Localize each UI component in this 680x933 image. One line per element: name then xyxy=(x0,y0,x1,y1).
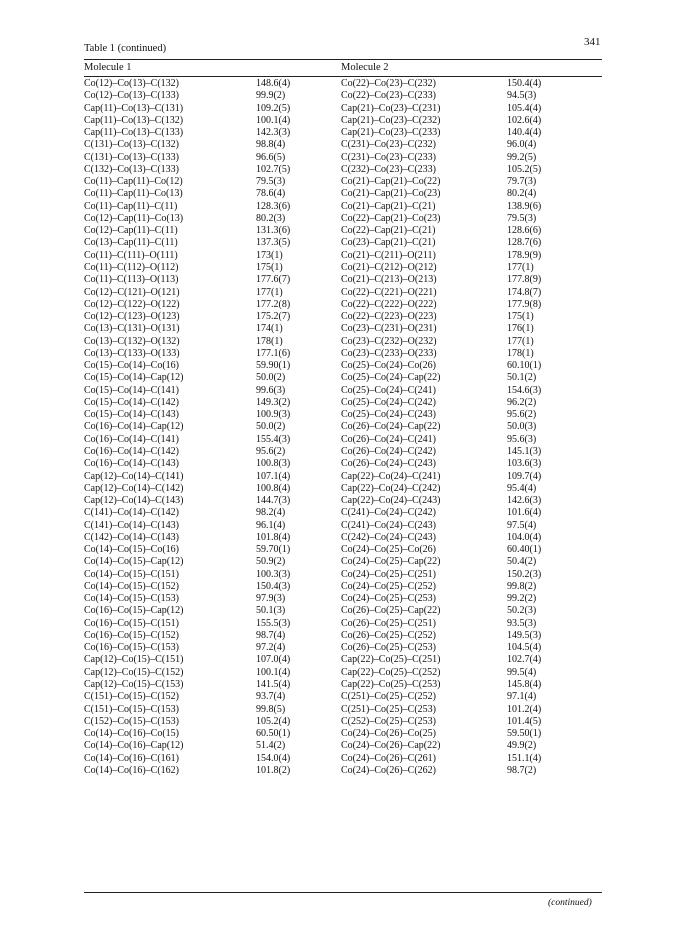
header-molecule-1: Molecule 1 xyxy=(84,62,132,73)
angle-value-molecule-2: 50.2(3) xyxy=(507,605,537,617)
angle-label-molecule-1: Co(11)–Cap(11)–Co(12) xyxy=(84,176,183,188)
angle-label-molecule-1: C(151)–Co(15)–C(152) xyxy=(84,691,179,703)
angle-label-molecule-1: Co(12)–Co(13)–C(133) xyxy=(84,90,179,102)
angle-label-molecule-2: C(242)–Co(24)–C(243) xyxy=(341,531,436,543)
angle-value-molecule-2: 95.6(2) xyxy=(507,409,537,421)
table-row xyxy=(84,421,602,433)
angle-label-molecule-1: Co(12)–C(121)–O(121) xyxy=(84,286,180,298)
angle-value-molecule-1: 177.1(6) xyxy=(256,347,291,359)
angle-value-molecule-1: 177.6(7) xyxy=(256,274,291,286)
angle-label-molecule-2: C(231)–Co(23)–C(232) xyxy=(341,139,436,151)
table-row xyxy=(84,679,602,691)
table-row xyxy=(84,434,602,446)
angle-label-molecule-2: Co(23)–C(232)–O(232) xyxy=(341,335,437,347)
angle-value-molecule-2: 140.4(4) xyxy=(507,127,542,139)
angle-label-molecule-1: Co(16)–Co(14)–C(141) xyxy=(84,433,179,445)
angle-value-molecule-1: 100.1(4) xyxy=(256,666,291,678)
table-row xyxy=(84,274,602,286)
angle-label-molecule-1: Cap(12)–Co(14)–C(142) xyxy=(84,482,184,494)
table-row xyxy=(84,520,602,532)
table-row xyxy=(84,691,602,703)
angle-label-molecule-2: Co(21)–C(212)–O(212) xyxy=(341,261,437,273)
angle-value-molecule-2: 79.7(3) xyxy=(507,176,537,188)
angle-label-molecule-2: Co(22)–Co(23)–C(232) xyxy=(341,78,436,89)
angle-value-molecule-1: 109.2(5) xyxy=(256,102,291,114)
angle-label-molecule-2: Co(26)–Co(25)–C(251) xyxy=(341,617,436,629)
table-row xyxy=(84,556,602,568)
angle-value-molecule-2: 50.0(3) xyxy=(507,421,537,433)
angle-value-molecule-1: 59.90(1) xyxy=(256,360,291,372)
angle-label-molecule-2: Co(24)–Co(25)–C(251) xyxy=(341,568,436,580)
table-row xyxy=(84,287,602,299)
angle-value-molecule-2: 49.9(2) xyxy=(507,740,537,752)
angle-value-molecule-2: 97.5(4) xyxy=(507,519,537,531)
angle-value-molecule-1: 142.3(3) xyxy=(256,127,291,139)
angle-value-molecule-2: 99.2(5) xyxy=(507,151,537,163)
angle-label-molecule-1: Co(16)–Co(14)–C(142) xyxy=(84,445,179,457)
table-row xyxy=(84,740,602,752)
angle-value-molecule-2: 177(1) xyxy=(507,335,534,347)
angle-value-molecule-2: 94.5(3) xyxy=(507,90,537,102)
angle-label-molecule-1: Co(14)–Co(16)–C(162) xyxy=(84,764,179,776)
angle-value-molecule-2: 178.9(9) xyxy=(507,249,542,261)
angle-label-molecule-1: Cap(12)–Co(15)–C(152) xyxy=(84,666,184,678)
angle-value-molecule-1: 175.2(7) xyxy=(256,311,291,323)
angle-label-molecule-1: Cap(11)–Co(13)–C(132) xyxy=(84,114,184,126)
angle-value-molecule-1: 96.6(5) xyxy=(256,151,286,163)
angle-label-molecule-2: Cap(22)–Co(24)–C(241) xyxy=(341,470,441,482)
angle-label-molecule-2: C(241)–Co(24)–C(242) xyxy=(341,507,436,519)
table-row xyxy=(84,630,602,642)
table-row xyxy=(84,544,602,556)
table-row xyxy=(84,213,602,225)
table-row xyxy=(84,471,602,483)
angle-label-molecule-2: Co(26)–Co(24)–Cap(22) xyxy=(341,421,441,433)
page-number: 341 xyxy=(584,36,601,48)
angle-label-molecule-1: C(141)–Co(14)–C(142) xyxy=(84,507,179,519)
angle-value-molecule-2: 97.1(4) xyxy=(507,691,537,703)
table-row xyxy=(84,237,602,249)
angle-label-molecule-1: Co(16)–Co(15)–Cap(12) xyxy=(84,605,184,617)
angle-label-molecule-2: Co(25)–Co(24)–Cap(22) xyxy=(341,372,441,384)
angle-value-molecule-2: 154.6(3) xyxy=(507,384,542,396)
angle-label-molecule-1: Cap(12)–Co(14)–C(143) xyxy=(84,495,184,507)
angle-label-molecule-1: Co(13)–C(131)–O(131) xyxy=(84,323,180,335)
table-row xyxy=(84,250,602,262)
angle-value-molecule-2: 101.6(4) xyxy=(507,507,542,519)
angle-value-molecule-1: 102.7(5) xyxy=(256,163,291,175)
angle-label-molecule-1: Co(14)–Co(15)–Co(16) xyxy=(84,544,179,556)
angle-label-molecule-2: Cap(22)–Co(24)–C(242) xyxy=(341,482,441,494)
angle-label-molecule-1: Cap(11)–Co(13)–C(133) xyxy=(84,127,184,139)
angle-value-molecule-1: 97.9(3) xyxy=(256,593,286,605)
angle-value-molecule-1: 100.8(3) xyxy=(256,458,291,470)
angle-label-molecule-1: Co(12)–C(123)–O(123) xyxy=(84,311,180,323)
angle-label-molecule-2: Co(22)–Co(23)–C(233) xyxy=(341,90,436,102)
angle-label-molecule-2: Co(23)–C(233)–O(233) xyxy=(341,347,437,359)
angle-label-molecule-1: Co(11)–C(111)–O(111) xyxy=(84,249,178,261)
angle-value-molecule-2: 96.0(4) xyxy=(507,139,537,151)
angle-label-molecule-2: Co(24)–Co(25)–Co(26) xyxy=(341,544,436,556)
table-bottom-rule xyxy=(84,892,602,893)
table-row xyxy=(84,642,602,654)
angle-value-molecule-1: 128.3(6) xyxy=(256,200,291,212)
angle-value-molecule-2: 128.6(6) xyxy=(507,225,542,237)
angle-label-molecule-2: Co(24)–Co(25)–Cap(22) xyxy=(341,556,441,568)
angle-label-molecule-1: Cap(12)–Co(15)–C(151) xyxy=(84,654,184,666)
header-molecule-2: Molecule 2 xyxy=(341,62,389,73)
angle-label-molecule-1: Co(13)–Cap(11)–C(11) xyxy=(84,237,178,249)
angle-label-molecule-1: Co(16)–Co(15)–C(151) xyxy=(84,617,179,629)
angle-value-molecule-1: 154.0(4) xyxy=(256,752,291,764)
table-row xyxy=(84,728,602,740)
angle-value-molecule-1: 131.3(6) xyxy=(256,225,291,237)
angle-label-molecule-2: Co(25)–Co(24)–C(243) xyxy=(341,409,436,421)
angle-value-molecule-1: 50.0(2) xyxy=(256,372,286,384)
angle-label-molecule-2: Cap(21)–Co(23)–C(232) xyxy=(341,114,441,126)
table-row xyxy=(84,78,602,90)
angle-value-molecule-2: 93.5(3) xyxy=(507,617,537,629)
angle-label-molecule-2: Co(22)–Cap(21)–C(21) xyxy=(341,225,436,237)
table-row xyxy=(84,127,602,139)
table-row xyxy=(84,581,602,593)
angle-label-molecule-2: C(252)–Co(25)–C(253) xyxy=(341,715,436,727)
angle-label-molecule-1: Co(16)–Co(14)–Cap(12) xyxy=(84,421,184,433)
table-row xyxy=(84,262,602,274)
angle-value-molecule-1: 98.8(4) xyxy=(256,139,286,151)
angle-label-molecule-2: Co(24)–Co(25)–C(252) xyxy=(341,580,436,592)
angle-value-molecule-1: 100.9(3) xyxy=(256,409,291,421)
table-row xyxy=(84,323,602,335)
angle-label-molecule-2: Cap(22)–Co(24)–C(243) xyxy=(341,495,441,507)
angle-label-molecule-1: C(141)–Co(14)–C(143) xyxy=(84,519,179,531)
angle-value-molecule-2: 145.8(4) xyxy=(507,679,542,691)
angle-value-molecule-2: 150.2(3) xyxy=(507,568,542,580)
angle-label-molecule-2: Co(22)–C(222)–O(222) xyxy=(341,298,437,310)
angle-value-molecule-2: 178(1) xyxy=(507,347,534,359)
angle-value-molecule-1: 155.4(3) xyxy=(256,433,291,445)
table-row xyxy=(84,618,602,630)
angle-value-molecule-2: 104.0(4) xyxy=(507,531,542,543)
table-row xyxy=(84,90,602,102)
table-row xyxy=(84,360,602,372)
angle-value-molecule-2: 149.5(3) xyxy=(507,629,542,641)
angle-value-molecule-1: 141.5(4) xyxy=(256,679,291,691)
table-title: Table 1 (continued) xyxy=(84,43,167,54)
angle-value-molecule-1: 99.8(5) xyxy=(256,703,286,715)
angle-value-molecule-2: 79.5(3) xyxy=(507,212,537,224)
angle-value-molecule-2: 102.7(4) xyxy=(507,654,542,666)
angle-label-molecule-2: Co(21)–C(211)–O(211) xyxy=(341,249,436,261)
table-row xyxy=(84,152,602,164)
angle-label-molecule-1: Co(14)–Co(15)–C(153) xyxy=(84,593,179,605)
table-row xyxy=(84,667,602,679)
table-row xyxy=(84,311,602,323)
angle-label-molecule-2: Co(25)–Co(24)–C(242) xyxy=(341,396,436,408)
angle-label-molecule-1: C(131)–Co(13)–C(133) xyxy=(84,151,179,163)
angle-value-molecule-1: 178(1) xyxy=(256,335,283,347)
angle-label-molecule-2: C(251)–Co(25)–C(253) xyxy=(341,703,436,715)
table-row xyxy=(84,605,602,617)
angle-label-molecule-1: C(151)–Co(15)–C(153) xyxy=(84,703,179,715)
angle-value-molecule-2: 151.1(4) xyxy=(507,752,542,764)
angle-value-molecule-2: 95.4(4) xyxy=(507,482,537,494)
angle-value-molecule-2: 105.2(5) xyxy=(507,163,542,175)
angle-label-molecule-1: C(142)–Co(14)–C(143) xyxy=(84,531,179,543)
table-row xyxy=(84,532,602,544)
table-row xyxy=(84,397,602,409)
angle-label-molecule-2: Co(22)–C(223)–O(223) xyxy=(341,311,437,323)
angle-label-molecule-1: Co(14)–Co(16)–Cap(12) xyxy=(84,740,184,752)
angle-label-molecule-2: Co(24)–Co(25)–C(253) xyxy=(341,593,436,605)
angle-value-molecule-1: 100.3(3) xyxy=(256,568,291,580)
angle-value-molecule-2: 105.4(4) xyxy=(507,102,542,114)
angle-value-molecule-2: 128.7(6) xyxy=(507,237,542,249)
table-row xyxy=(84,765,602,777)
angle-value-molecule-1: 100.1(4) xyxy=(256,114,291,126)
angle-value-molecule-2: 145.1(3) xyxy=(507,445,542,457)
angle-label-molecule-1: Co(15)–Co(14)–Cap(12) xyxy=(84,372,184,384)
angle-label-molecule-2: Co(25)–Co(24)–Co(26) xyxy=(341,360,436,372)
angle-value-molecule-2: 60.40(1) xyxy=(507,544,542,556)
angle-label-molecule-1: Co(11)–C(112)–O(112) xyxy=(84,261,179,273)
angle-value-molecule-1: 78.6(4) xyxy=(256,188,286,200)
angle-value-molecule-2: 99.2(2) xyxy=(507,593,537,605)
angle-label-molecule-1: Co(15)–Co(14)–Co(16) xyxy=(84,360,179,372)
table-row xyxy=(84,483,602,495)
angle-value-molecule-1: 50.0(2) xyxy=(256,421,286,433)
angle-label-molecule-2: Cap(22)–Co(25)–C(252) xyxy=(341,666,441,678)
angle-value-molecule-2: 101.4(5) xyxy=(507,715,542,727)
angle-label-molecule-1: Co(13)–C(133)–O(133) xyxy=(84,347,180,359)
angle-label-molecule-1: Co(15)–Co(14)–C(142) xyxy=(84,396,179,408)
table-row xyxy=(84,164,602,176)
angle-value-molecule-2: 60.10(1) xyxy=(507,360,542,372)
angle-value-molecule-1: 148.6(4) xyxy=(256,78,291,89)
angle-label-molecule-1: Co(14)–Co(16)–C(161) xyxy=(84,752,179,764)
angle-value-molecule-1: 150.4(3) xyxy=(256,580,291,592)
angle-value-molecule-1: 177(1) xyxy=(256,286,283,298)
angle-label-molecule-2: Cap(21)–Co(23)–C(231) xyxy=(341,102,441,114)
table-row xyxy=(84,593,602,605)
angle-label-molecule-1: Co(13)–C(132)–O(132) xyxy=(84,335,180,347)
angle-value-molecule-1: 177.2(8) xyxy=(256,298,291,310)
table-row xyxy=(84,176,602,188)
table-row xyxy=(84,115,602,127)
angle-label-molecule-2: Co(26)–Co(24)–C(241) xyxy=(341,433,436,445)
table-row xyxy=(84,507,602,519)
angle-label-molecule-2: Cap(22)–Co(25)–C(251) xyxy=(341,654,441,666)
angle-value-molecule-1: 137.3(5) xyxy=(256,237,291,249)
angle-label-molecule-1: Co(11)–C(113)–O(113) xyxy=(84,274,179,286)
angle-value-molecule-1: 144.7(3) xyxy=(256,495,291,507)
angle-label-molecule-2: Co(21)–C(213)–O(213) xyxy=(341,274,437,286)
angle-label-molecule-1: Co(14)–Co(15)–Cap(12) xyxy=(84,556,184,568)
table-body xyxy=(84,78,602,777)
angle-value-molecule-2: 109.7(4) xyxy=(507,470,542,482)
angle-value-molecule-1: 98.2(4) xyxy=(256,507,286,519)
angle-value-molecule-1: 50.1(3) xyxy=(256,605,286,617)
angle-label-molecule-2: C(231)–Co(23)–C(233) xyxy=(341,151,436,163)
table-row xyxy=(84,495,602,507)
angle-label-molecule-1: Co(14)–Co(16)–Co(15) xyxy=(84,728,179,740)
angle-value-molecule-1: 107.0(4) xyxy=(256,654,291,666)
angle-label-molecule-2: Co(24)–Co(26)–C(262) xyxy=(341,764,436,776)
table-row xyxy=(84,336,602,348)
angle-label-molecule-1: C(132)–Co(13)–C(133) xyxy=(84,163,179,175)
angle-value-molecule-1: 96.1(4) xyxy=(256,519,286,531)
angle-value-molecule-1: 175(1) xyxy=(256,261,283,273)
angle-label-molecule-2: Co(23)–Cap(21)–C(21) xyxy=(341,237,436,249)
angle-label-molecule-2: Co(24)–Co(26)–C(261) xyxy=(341,752,436,764)
angle-value-molecule-2: 50.4(2) xyxy=(507,556,537,568)
angle-label-molecule-2: Co(21)–Cap(21)–C(21) xyxy=(341,200,436,212)
angle-value-molecule-1: 100.8(4) xyxy=(256,482,291,494)
angle-label-molecule-1: C(152)–Co(15)–C(153) xyxy=(84,715,179,727)
angle-value-molecule-2: 99.8(2) xyxy=(507,580,537,592)
angle-value-molecule-2: 104.5(4) xyxy=(507,642,542,654)
angle-value-molecule-1: 51.4(2) xyxy=(256,740,286,752)
angle-value-molecule-2: 96.2(2) xyxy=(507,396,537,408)
table-row xyxy=(84,753,602,765)
angle-value-molecule-2: 176(1) xyxy=(507,323,534,335)
table-row xyxy=(84,372,602,384)
angle-value-molecule-2: 142.6(3) xyxy=(507,495,542,507)
angle-label-molecule-2: Co(22)–Cap(21)–Co(23) xyxy=(341,212,441,224)
table-row xyxy=(84,716,602,728)
angle-label-molecule-2: Co(25)–Co(24)–C(241) xyxy=(341,384,436,396)
angle-label-molecule-2: Co(26)–Co(24)–C(242) xyxy=(341,445,436,457)
angle-value-molecule-1: 149.3(2) xyxy=(256,396,291,408)
angle-label-molecule-1: C(131)–Co(13)–C(132) xyxy=(84,139,179,151)
angle-value-molecule-1: 174(1) xyxy=(256,323,283,335)
angle-label-molecule-2: C(251)–Co(25)–C(252) xyxy=(341,691,436,703)
angle-label-molecule-1: Co(12)–C(122)–O(122) xyxy=(84,298,180,310)
angle-value-molecule-1: 93.7(4) xyxy=(256,691,286,703)
angle-label-molecule-2: Co(26)–Co(25)–C(252) xyxy=(341,629,436,641)
angle-label-molecule-2: Cap(22)–Co(25)–C(253) xyxy=(341,679,441,691)
angle-label-molecule-2: Co(21)–Cap(21)–Co(22) xyxy=(341,176,441,188)
angle-label-molecule-1: Co(16)–Co(15)–C(153) xyxy=(84,642,179,654)
angle-label-molecule-2: Co(26)–Co(25)–Cap(22) xyxy=(341,605,441,617)
angle-label-molecule-1: Co(12)–Cap(11)–Co(13) xyxy=(84,212,184,224)
angle-value-molecule-2: 174.8(7) xyxy=(507,286,542,298)
angle-value-molecule-1: 107.1(4) xyxy=(256,470,291,482)
table-top-rule xyxy=(84,59,602,60)
angle-value-molecule-1: 60.50(1) xyxy=(256,728,291,740)
angle-value-molecule-2: 59.50(1) xyxy=(507,728,542,740)
angle-label-molecule-1: Co(16)–Co(14)–C(143) xyxy=(84,458,179,470)
angle-value-molecule-2: 80.2(4) xyxy=(507,188,537,200)
table-header-rule xyxy=(84,76,602,77)
angle-value-molecule-2: 50.1(2) xyxy=(507,372,537,384)
angle-label-molecule-2: Co(24)–Co(26)–Cap(22) xyxy=(341,740,441,752)
table-row xyxy=(84,704,602,716)
table-row xyxy=(84,103,602,115)
table-row xyxy=(84,299,602,311)
table-row xyxy=(84,446,602,458)
angle-value-molecule-1: 99.9(2) xyxy=(256,90,286,102)
angle-label-molecule-1: Co(15)–Co(14)–C(141) xyxy=(84,384,179,396)
table-row xyxy=(84,569,602,581)
angle-value-molecule-1: 50.9(2) xyxy=(256,556,286,568)
angle-label-molecule-1: Co(14)–Co(15)–C(152) xyxy=(84,580,179,592)
angle-value-molecule-2: 99.5(4) xyxy=(507,666,537,678)
angle-value-molecule-1: 99.6(3) xyxy=(256,384,286,396)
angle-label-molecule-2: C(232)–Co(23)–C(233) xyxy=(341,163,436,175)
table-row xyxy=(84,225,602,237)
angle-value-molecule-2: 138.9(6) xyxy=(507,200,542,212)
continued-note: (continued) xyxy=(548,898,592,908)
table-row xyxy=(84,201,602,213)
angle-value-molecule-2: 95.6(3) xyxy=(507,433,537,445)
angle-label-molecule-1: Co(11)–Cap(11)–Co(13) xyxy=(84,188,183,200)
angle-label-molecule-1: Co(11)–Cap(11)–C(11) xyxy=(84,200,178,212)
angle-label-molecule-2: Co(23)–C(231)–O(231) xyxy=(341,323,437,335)
angle-label-molecule-1: Co(15)–Co(14)–C(143) xyxy=(84,409,179,421)
angle-value-molecule-1: 105.2(4) xyxy=(256,715,291,727)
angle-label-molecule-1: Co(14)–Co(15)–C(151) xyxy=(84,568,179,580)
angle-value-molecule-2: 103.6(3) xyxy=(507,458,542,470)
table-row xyxy=(84,139,602,151)
table-row xyxy=(84,348,602,360)
angle-value-molecule-1: 95.6(2) xyxy=(256,445,286,457)
angle-value-molecule-1: 79.5(3) xyxy=(256,176,286,188)
angle-value-molecule-2: 177.9(8) xyxy=(507,298,542,310)
table-row xyxy=(84,458,602,470)
table-row xyxy=(84,409,602,421)
angle-value-molecule-1: 101.8(2) xyxy=(256,764,291,776)
angle-label-molecule-2: C(241)–Co(24)–C(243) xyxy=(341,519,436,531)
angle-label-molecule-1: Cap(11)–Co(13)–C(131) xyxy=(84,102,184,114)
angle-label-molecule-2: Co(24)–Co(26)–Co(25) xyxy=(341,728,436,740)
angle-value-molecule-2: 177(1) xyxy=(507,261,534,273)
angle-label-molecule-1: Co(12)–Co(13)–C(132) xyxy=(84,78,179,89)
angle-label-molecule-1: Cap(12)–Co(15)–C(153) xyxy=(84,679,184,691)
angle-value-molecule-2: 175(1) xyxy=(507,311,534,323)
table-header xyxy=(84,62,602,76)
table-row xyxy=(84,654,602,666)
angle-value-molecule-1: 101.8(4) xyxy=(256,531,291,543)
angle-label-molecule-2: Co(26)–Co(24)–C(243) xyxy=(341,458,436,470)
angle-value-molecule-2: 98.7(2) xyxy=(507,764,537,776)
angle-value-molecule-2: 102.6(4) xyxy=(507,114,542,126)
angle-value-molecule-1: 98.7(4) xyxy=(256,629,286,641)
angle-label-molecule-1: Co(12)–Cap(11)–C(11) xyxy=(84,225,178,237)
table-row xyxy=(84,188,602,200)
angle-value-molecule-1: 59.70(1) xyxy=(256,544,291,556)
angle-value-molecule-2: 177.8(9) xyxy=(507,274,542,286)
angle-label-molecule-1: Cap(12)–Co(14)–C(141) xyxy=(84,470,184,482)
table-row xyxy=(84,385,602,397)
angle-label-molecule-2: Co(21)–Cap(21)–Co(23) xyxy=(341,188,441,200)
angle-value-molecule-2: 101.2(4) xyxy=(507,703,542,715)
angle-label-molecule-1: Co(16)–Co(15)–C(152) xyxy=(84,629,179,641)
angle-label-molecule-2: Co(26)–Co(25)–C(253) xyxy=(341,642,436,654)
angle-value-molecule-1: 80.2(3) xyxy=(256,212,286,224)
angle-value-molecule-1: 173(1) xyxy=(256,249,283,261)
angle-label-molecule-2: Co(22)–C(221)–O(221) xyxy=(341,286,437,298)
angle-value-molecule-1: 97.2(4) xyxy=(256,642,286,654)
angle-value-molecule-1: 155.5(3) xyxy=(256,617,291,629)
angle-value-molecule-2: 150.4(4) xyxy=(507,78,542,89)
angle-label-molecule-2: Cap(21)–Co(23)–C(233) xyxy=(341,127,441,139)
